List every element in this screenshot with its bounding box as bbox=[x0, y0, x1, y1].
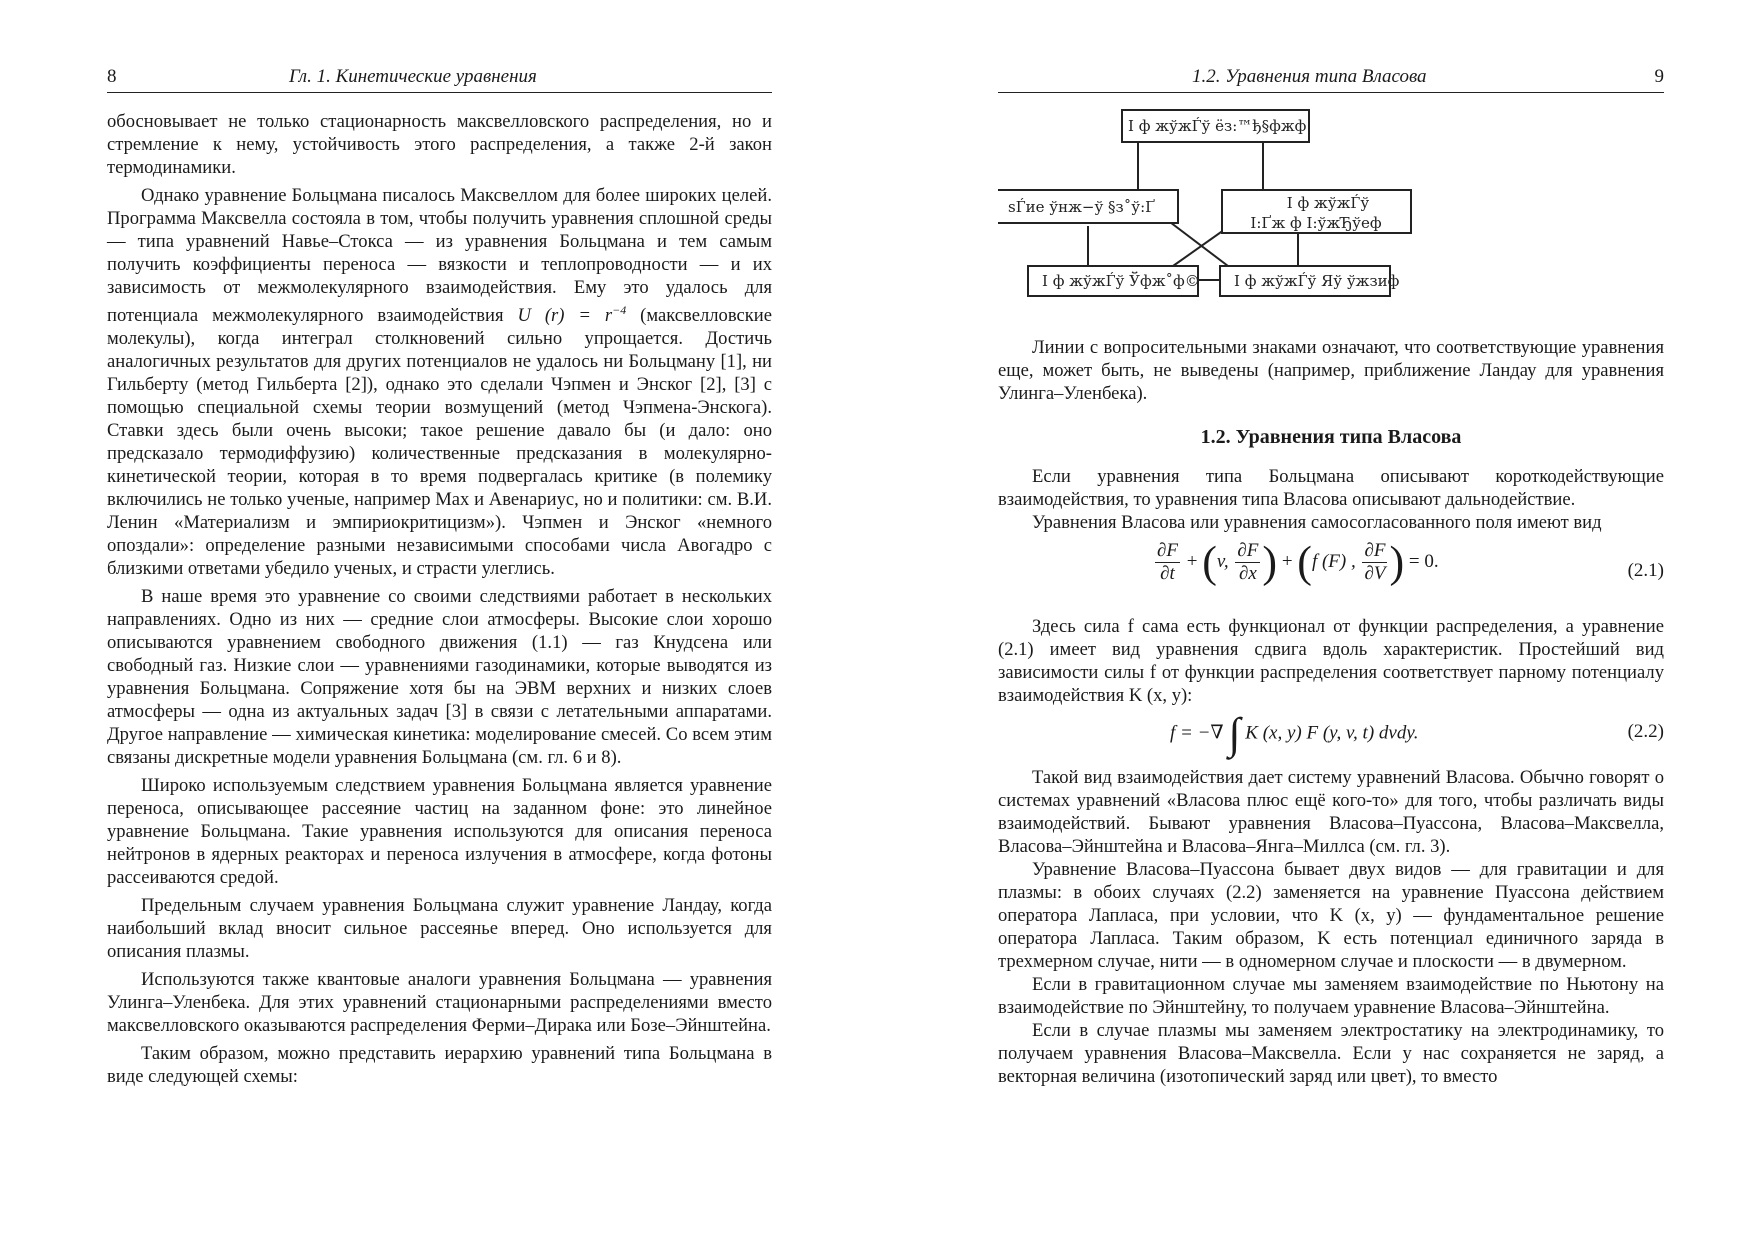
paragraph: обосновывает не только стационарность максвелловского распределения, но и стремление к нему, устойчивость этого распределения, а также 2-й закон термодинамики. bbox=[107, 111, 772, 178]
paragraph: Уравнение Власова–Пуассона бывает двух видов — для гравитации и для плазмы: в обоих случаях (2.2) заменяется на уравнение Пуассона действием оператора Лапласа, при условии, что K (x, y) — фундаментальное решение оператора Лапласа. Таким образом, K есть потенциал единичного заряда в трехмерном случае, нити — в одномерном случае и плоскости — в двумерном. bbox=[998, 859, 1664, 972]
right-body-text-a bbox=[998, 465, 1664, 534]
right-body-text-c bbox=[998, 766, 1664, 1088]
diagram-label: I ф жўжЃў Яў ўжзиф bbox=[1234, 272, 1400, 290]
paragraph: Таким образом, можно представить иерархию уравнений типа Больцмана в виде следующей схемы: bbox=[107, 1043, 772, 1088]
diagram-label: I ф жўжЃў bbox=[1286, 194, 1370, 212]
diagram-label: I:Ґж ф I:ўжЂўеф bbox=[1250, 214, 1382, 232]
equation-2-2 bbox=[998, 709, 1664, 762]
paragraph: Уравнения Власова или уравнения самосогласованного поля имеют вид bbox=[1032, 512, 1602, 533]
left-page bbox=[107, 0, 772, 1241]
diagram-label: sЃие ўнж−ў §з˚ў:Ґ bbox=[1008, 198, 1156, 216]
right-body-text-b bbox=[998, 615, 1664, 707]
running-header bbox=[107, 62, 772, 93]
running-header bbox=[998, 62, 1664, 93]
equation-number: (2.2) bbox=[1627, 721, 1664, 742]
running-title: Гл. 1. Кинетические уравнения bbox=[289, 66, 537, 87]
running-title: 1.2. Уравнения типа Власова bbox=[1192, 66, 1427, 87]
paragraph: Линии с вопросительными знаками означают, что соответствующие уравнения еще, может быть, не выведены (например, приближение Ландау для уравнения Улинга–Уленбека). bbox=[998, 337, 1664, 404]
left-body-text bbox=[107, 110, 772, 1088]
page-number: 9 bbox=[1654, 66, 1664, 87]
equation-2-1 bbox=[998, 537, 1664, 612]
paragraph: Если в гравитационном случае мы заменяем взаимодействие по Ньютону на взаимодействие по Эйнштейну, то получаем уравнение Власова–Эйнштейна. bbox=[998, 974, 1664, 1018]
hierarchy-diagram bbox=[998, 108, 1664, 308]
equation-number: (2.1) bbox=[1627, 560, 1664, 581]
paragraph: Если в случае плазмы мы заменяем электростатику на электродинамику, то получаем уравнения Власова–Максвелла. Если у нас сохраняется не заряд, а векторная величина (изотопический заряд или цвет), то вместо bbox=[998, 1020, 1664, 1087]
equation-body: $\frac{\partial F}{\partial t}$ + (v, $\frac{\partial F}{\partial x}$ ) + (f (F) , $\frac{\partial F}{\partial V}$ ) = 0. bbox=[1157, 537, 1439, 587]
diagram-caption bbox=[998, 336, 1664, 405]
paragraph: Такой вид взаимодействия дает систему уравнений Власова. Обычно говорят о системах уравнений «Власова плюс ещё кого-то» для того, чтобы различать виды взаимодействий. Бывают уравнения Власова–Пуассона, Власова–Максвелла, Власова–Эйнштейна и Власова–Янга–Миллса (см. гл. 3). bbox=[998, 767, 1664, 857]
page-number: 8 bbox=[107, 66, 117, 87]
equation-body: f = −∇ ∫ K (x, y) F (y, v, t) dvdy. bbox=[1170, 709, 1419, 758]
diagram-label: I ф жўжЃў ёз:™ђ§фжф bbox=[1128, 117, 1307, 135]
section-title: 1.2. Уравнения типа Власова bbox=[1200, 426, 1462, 448]
paragraph: Если уравнения типа Больцмана описывают короткодействующие взаимодействия, то уравнения типа Власова описывают дальнодействие. bbox=[998, 466, 1664, 510]
right-page bbox=[998, 0, 1664, 1241]
diagram-label: I ф жўжЃў Ўфж˚ф© bbox=[1042, 272, 1200, 290]
paragraph: Используются также квантовые аналоги уравнения Больцмана — уравнения Улинга–Уленбека. Для этих уравнений стационарными распределениями вместо максвелловского оказываются распределения Ферми–Дирака или Бозе–Эйнштейна. bbox=[107, 969, 772, 1037]
paragraph: Широко используемым следствием уравнения Больцмана является уравнение переноса, описывающее рассеяние частиц на заданном фоне: это линейное уравнение Больцмана. Такие уравнения используются для описания переноса нейтронов в ядерных реакторах и переноса излучения в атмосфере, когда фотоны рассеиваются средой. bbox=[107, 775, 772, 889]
paragraph: Предельным случаем уравнения Больцмана служит уравнение Ландау, когда наибольший вклад вносит сильное рассеянье вперед. Оно используется для описания плазмы. bbox=[107, 895, 772, 963]
paragraph: Здесь сила f сама есть функционал от функции распределения, а уравнение (2.1) имеет вид уравнения сдвига вдоль характеристик. Простейший вид зависимости силы f от функции распределения соответствует парному потенциалу взаимодействия K (x, y): bbox=[998, 616, 1664, 706]
paragraph: В наше время это уравнение со своими следствиями работает в нескольких направлениях. Одно из них — средние слои атмосферы. Высокие слои хорошо описываются уравнением свободного движения (1.1) — газ Кнудсена или свободный газ. Низкие слои — уравнениями газодинамики, которые выводятся из уравнения Больцмана. Сопряжение хотя бы на ЭВМ верхних и низких слоев атмосферы — одна из актуальных задач [3] в связи с летательными аппаратами. Другое направление — химическая кинетика: моделирование смесей. Со всем этим связаны дискретные модели уравнения Больцмана (см. гл. 6 и 8). bbox=[107, 586, 772, 769]
paragraph: Однако уравнение Больцмана писалось Максвеллом для более широких целей. Программа Максвелла состояла в том, чтобы получить уравнения сплошной среды — типа уравнений Навье–Стокса — из уравнения Больцмана и тем самым получить коэффициенты переноса — вязкости и теплопроводности — и их зависимость от межмолекулярного взаимодействия. Ему это удалось для потенциала межмолекулярного взаимодействия U $(r) = r^{-4}$ (максвелловские молекулы), когда интеграл столкновений сильно упрощается. Достичь аналогичных результатов для других потенциалов не удалось ни Больцману [1], ни Гильберту (метод Гильберта [2]), однако это сделали Чэпмен и Энског [2], [3] с помощью специальной схемы теории возмущений (метод Чэпмена-Энскога). Ставки здесь были очень высоки; такое решение давало бы (и дало: оно предсказало термодиффузию) количественные предсказания в молекулярно-кинетической теории, которая в то время подвергалась критике (в полемику включились не только ученые, например Мах и Авенариус, но и политики: см. В.И. Ленин «Материализм и эмпириокритицизм»). Чэпмен и Энског «немного опоздали»: определение разными независимыми способами числа Авогадро с близкими ответами убедило ученых, и страсти улеглись. bbox=[107, 185, 772, 580]
